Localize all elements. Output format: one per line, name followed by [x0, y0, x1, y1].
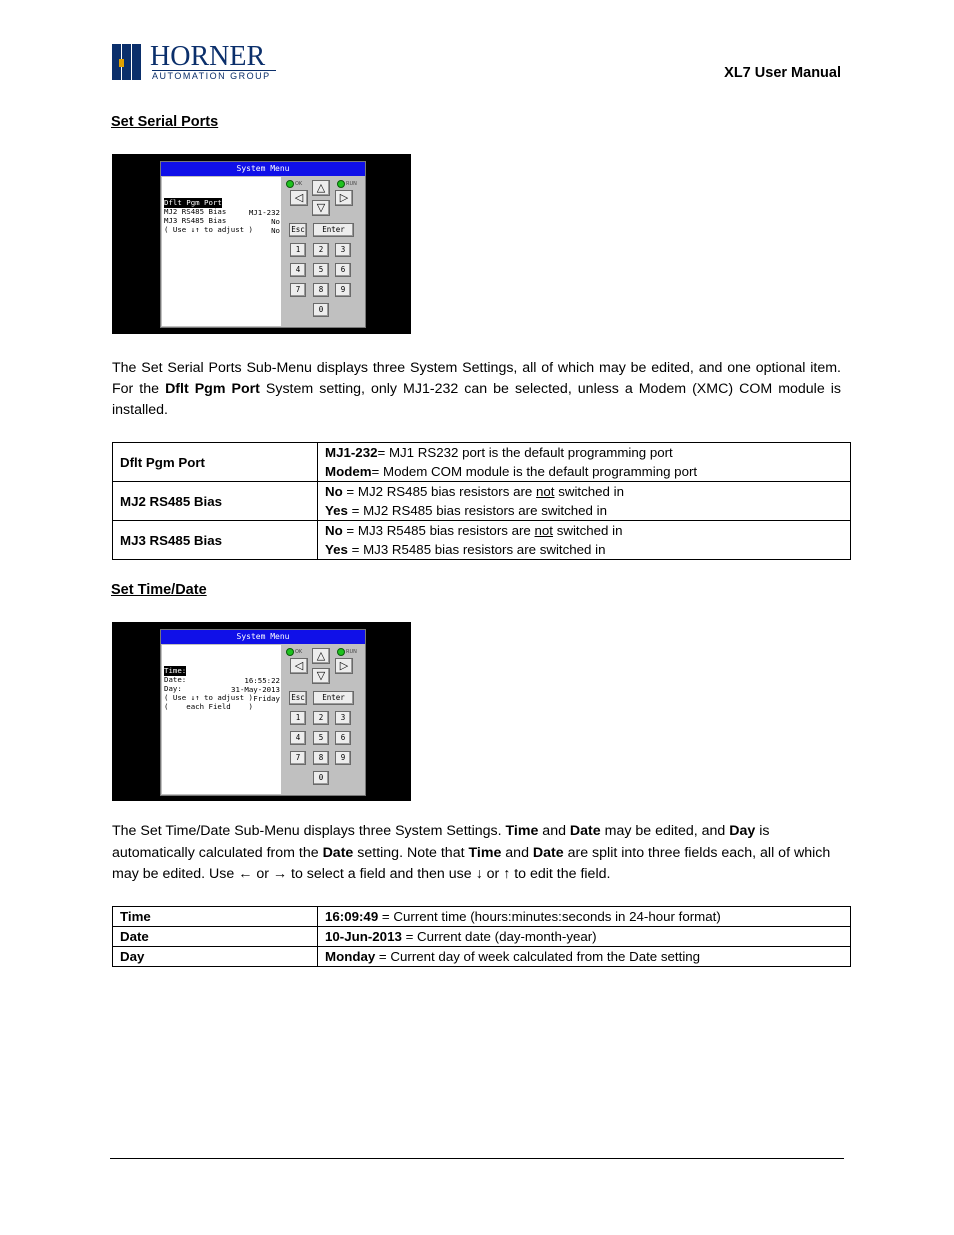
- setting-value: 16:09:49: [325, 909, 379, 924]
- right-arrow-icon: →: [272, 866, 288, 882]
- option-value: No: [325, 484, 343, 499]
- left-arrow-icon: ←: [238, 866, 253, 882]
- para-bold: Date: [322, 844, 354, 861]
- option-value: MJ1-232: [325, 445, 378, 460]
- setting-value: Monday: [325, 949, 376, 964]
- time-date-screenshot: [112, 622, 411, 801]
- para-bold: Time: [468, 844, 502, 861]
- para-bold: Date: [569, 823, 601, 839]
- lcd-row-label: Day:: [164, 684, 182, 694]
- run-led-icon: [337, 180, 345, 188]
- para-text: or: [482, 866, 504, 882]
- logo-subtitle: AUTOMATION GROUP: [152, 70, 276, 82]
- section-title-time-date: Set Time/Date: [111, 582, 207, 598]
- left-arrow-key[interactable]: ◁: [290, 658, 308, 674]
- para-bold: Dflt Pgm Port: [165, 381, 260, 397]
- digit-key-4[interactable]: 4: [290, 263, 306, 277]
- option-text: = MJ1 RS232 port is the default programming port: [377, 445, 673, 460]
- setting-text: = Current day of week calculated from the Date setting: [375, 949, 701, 964]
- digit-key-3[interactable]: 3: [335, 243, 351, 257]
- run-led-icon: [337, 648, 345, 656]
- time-date-description: [112, 821, 841, 886]
- setting-description: [318, 927, 851, 947]
- lcd-hint: ( Use ↓↑ to adjust ): [164, 693, 253, 702]
- digit-key-6[interactable]: 6: [335, 731, 351, 745]
- right-arrow-key[interactable]: ▷: [335, 190, 353, 206]
- digit-key-4[interactable]: 4: [290, 731, 306, 745]
- manual-title: XL7 User Manual: [724, 65, 841, 81]
- option-line: [325, 540, 843, 559]
- option-value: No: [325, 523, 343, 538]
- setting-value: 10-Jun-2013: [325, 929, 402, 944]
- table-row: [113, 947, 851, 967]
- right-arrow-key[interactable]: ▷: [335, 658, 353, 674]
- option-value: Modem: [325, 464, 372, 479]
- para-bold: Day: [729, 823, 756, 839]
- table-row: [113, 907, 851, 927]
- serial-ports-screenshot: [112, 154, 411, 334]
- keypad: [282, 645, 364, 794]
- option-text: = Modem COM module is the default programming port: [371, 464, 698, 479]
- table-row: [113, 443, 851, 482]
- up-arrow-key[interactable]: △: [312, 180, 330, 196]
- para-text: may be edited, and: [600, 823, 730, 839]
- footer-divider: [110, 1158, 844, 1159]
- digit-key-2[interactable]: 2: [313, 243, 329, 257]
- ok-led-icon: [286, 648, 294, 656]
- screen-titlebar: System Menu: [161, 630, 365, 644]
- para-bold: Date: [532, 844, 564, 861]
- digit-key-8[interactable]: 8: [313, 283, 329, 297]
- para-text: The Set Time/Date Sub-Menu displays three System Settings.: [112, 823, 506, 839]
- lcd-row-label: Time:: [164, 666, 187, 676]
- option-text: = MJ3 R5485 bias resistors are: [342, 523, 535, 538]
- para-text: and: [538, 823, 570, 839]
- run-led-label: RUN: [346, 649, 357, 655]
- enter-key[interactable]: Enter: [313, 691, 354, 705]
- ok-led-icon: [286, 180, 294, 188]
- keypad: [282, 177, 364, 326]
- option-line: [325, 482, 843, 501]
- para-text: setting. Note that: [353, 844, 469, 861]
- left-arrow-key[interactable]: ◁: [290, 190, 308, 206]
- para-text: to edit the field.: [510, 866, 611, 882]
- setting-description: [318, 521, 851, 560]
- logo-wordmark: HORNER: [150, 41, 266, 72]
- setting-name: Time: [113, 907, 318, 927]
- digit-key-9[interactable]: 9: [335, 283, 351, 297]
- section-title-serial-ports: Set Serial Ports: [111, 114, 219, 130]
- screen-titlebar: System Menu: [161, 162, 365, 176]
- lcd-row-value: No: [271, 225, 280, 235]
- option-text: switched in: [553, 523, 623, 538]
- lcd-row-value: MJ1-232: [248, 207, 280, 217]
- para-bold: Time: [505, 823, 539, 839]
- setting-name: Dflt Pgm Port: [113, 443, 318, 482]
- para-text: is automatically calculated from the: [112, 823, 770, 861]
- setting-name: Day: [113, 947, 318, 967]
- ok-led-label: OK: [295, 181, 303, 187]
- option-emphasis: not: [536, 484, 555, 499]
- up-arrow-key[interactable]: △: [312, 648, 330, 664]
- option-emphasis: not: [534, 523, 554, 538]
- table-row: [113, 521, 851, 560]
- table-row: [113, 482, 851, 521]
- lcd-row-value: 31-May-2013: [231, 684, 280, 694]
- setting-description: [318, 907, 851, 927]
- digit-key-0[interactable]: 0: [313, 303, 329, 317]
- para-text: The Set Serial Ports Sub-Menu displays three System Settings, all of which may be edited, and one optional item. For the: [112, 360, 841, 397]
- option-line: [325, 521, 843, 540]
- lcd-hint: ( each Field ): [164, 702, 253, 711]
- option-text: = MJ2 RS485 bias resistors are switched in: [347, 503, 607, 518]
- para-text: and: [501, 844, 533, 861]
- lcd-display: [162, 645, 281, 794]
- up-arrow-icon: ↑: [503, 866, 511, 882]
- option-text: switched in: [554, 484, 624, 499]
- horner-logo: [110, 42, 280, 84]
- esc-key[interactable]: Esc: [289, 691, 307, 705]
- ok-led-label: OK: [295, 649, 303, 655]
- lcd-row-value: No: [271, 216, 280, 226]
- digit-key-5[interactable]: 5: [313, 731, 329, 745]
- setting-text: = Current date (day-month-year): [401, 929, 597, 944]
- setting-name: Date: [113, 927, 318, 947]
- enter-key[interactable]: Enter: [313, 223, 354, 237]
- down-arrow-key[interactable]: ▽: [312, 200, 330, 216]
- para-text: System setting, only MJ1-232 can be selected, unless a Modem (XMC) COM module is installed.: [112, 381, 841, 418]
- lcd-row-label: MJ2 RS485 Bias: [164, 207, 227, 217]
- run-led-label: RUN: [346, 181, 357, 187]
- down-arrow-icon: ↓: [475, 866, 483, 882]
- serial-ports-description: [112, 358, 841, 421]
- option-text: = MJ3 R5485 bias resistors are switched in: [347, 542, 606, 557]
- para-text: are split into three fields each, all of which may be edited. Use: [112, 844, 831, 882]
- serial-ports-table: [112, 442, 851, 560]
- digit-key-1[interactable]: 1: [290, 243, 306, 257]
- option-text: = MJ2 RS485 bias resistors are: [342, 484, 536, 499]
- setting-text: = Current time (hours:minutes:seconds in 24-hour format): [378, 909, 721, 924]
- hmi-screen: [160, 629, 366, 796]
- hmi-screen: [160, 161, 366, 328]
- setting-description: [318, 443, 851, 482]
- digit-key-8[interactable]: 8: [313, 751, 329, 765]
- setting-name: MJ2 RS485 Bias: [113, 482, 318, 521]
- table-row: [113, 927, 851, 947]
- time-date-table: [112, 906, 851, 967]
- digit-key-0[interactable]: 0: [313, 771, 329, 785]
- option-value: Yes: [325, 542, 348, 557]
- para-text: to select a field and then use: [287, 866, 476, 882]
- lcd-row-value: 16:55:22: [244, 675, 280, 685]
- setting-name: MJ3 RS485 Bias: [113, 521, 318, 560]
- digit-key-3[interactable]: 3: [335, 711, 351, 725]
- lcd-display: [162, 177, 281, 326]
- digit-key-2[interactable]: 2: [313, 711, 329, 725]
- lcd-hint: ( Use ↓↑ to adjust ): [164, 225, 253, 234]
- digit-key-9[interactable]: 9: [335, 751, 351, 765]
- setting-description: [318, 947, 851, 967]
- lcd-row-label: MJ3 RS485 Bias: [164, 216, 227, 226]
- esc-key[interactable]: Esc: [289, 223, 307, 237]
- option-line: [325, 501, 843, 520]
- option-value: Yes: [325, 503, 348, 518]
- digit-key-6[interactable]: 6: [335, 263, 351, 277]
- para-text: or: [252, 866, 273, 882]
- option-line: [325, 443, 843, 462]
- lcd-row-value: Friday: [253, 693, 280, 703]
- option-line: [325, 462, 843, 481]
- down-arrow-key[interactable]: ▽: [312, 668, 330, 684]
- digit-key-7[interactable]: 7: [290, 283, 306, 297]
- digit-key-1[interactable]: 1: [290, 711, 306, 725]
- lcd-row-label: Dflt Pgm Port: [164, 198, 222, 208]
- digit-key-5[interactable]: 5: [313, 263, 329, 277]
- lcd-row-label: Date:: [164, 675, 187, 685]
- digit-key-7[interactable]: 7: [290, 751, 306, 765]
- setting-description: [318, 482, 851, 521]
